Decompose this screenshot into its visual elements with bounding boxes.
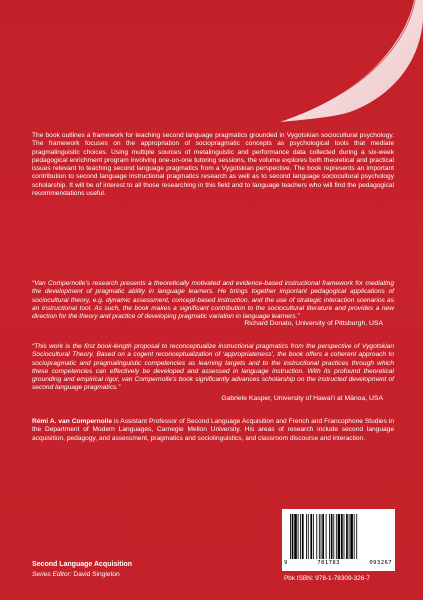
barcode-bar [319,514,320,559]
series-title: Second Language Acquisition [32,561,133,568]
series-editor [32,571,120,578]
endorsement-quote-2: “This work is the first book-length proposal to reconceptualize instructional pragmatics from the perspective of Vygotskian Sociocultural Theory. Based on a cogent reconceptualization of ‘appropriateness’, the book offers a coherent approach to sociopragmatic and pragmalinguistic competencies as learning targets and to the instructional practices through which these competencies can effectively be developed and assessed in language instruction. With its profound theoretical grounding and empirical rigor, van Compernolle’s book significantly advances scholarship on the instructed development of second language pragmatics.” [32,343,394,392]
barcode-bar [313,514,314,559]
barcode-bar [326,514,327,559]
barcode-bar [292,514,294,559]
barcode-bar [322,514,324,559]
barcode-bar [306,514,307,559]
barcode-bar [329,514,330,559]
barcode-digits [284,560,392,566]
book-description: The book outlines a framework for teaching second language pragmatics grounded in Vygotskian sociocultural psychology. The framework focuses on the appropriation of sociopragmatic concepts as psychological tools that mediate pragmalinguistic choices. Using multiple sources of metalinguistic and performance data collected during a six-week pedagogical enrichment program involving one-on-one tutoring sessions, the volume explores both theoretical and practical issues relevant to teaching second language pragmatics from a Vygotskian perspective. The book represents an important contribution to second language instructional pragmatics research as well as to second language sociocultural psychology scholarship. It will be of interest to all those researching in this field and to language teachers who will find the pedagogical recommendations useful. [32,132,394,198]
series-editor-label: Series Editor: [32,571,72,578]
barcode-bar [356,514,357,559]
barcode-bar [354,514,355,559]
barcode-bar [333,514,334,559]
endorsement-quote-1: “Van Compernolle’s research presents a theoretically motivated and evidence-based instructional framework for mediating the development of pragmatic ability in language learners. He brings together important pedagogical applications of sociocultural theory, e.g. dynamic assessment, concept-based instruction, and the use of strategic interaction scenarios as an instructional tool. As such, the book makes a significant contribution to the sociocultural literature and provides a new direction for the theory and practice of developing pragmatic variation in language learners.” [32,280,394,321]
barcode-bar [336,514,337,559]
series-editor-name: David Singleton [71,571,120,578]
endorsement-attribution-2: Gabriele Kasper, University of Hawai‘i at Mānoa, USA [221,395,383,402]
barcode-bar [321,514,322,559]
barcode-bar [302,514,304,559]
barcode-digits-right: 093267 [369,560,392,566]
barcode-bar [298,514,299,559]
barcode-bar [346,514,348,559]
barcode-digit-lead: 9 [284,560,288,566]
barcode-digits-left: 781783 [317,560,340,566]
author-bio-text: is Assistant Professor of Second Language Acquisition and French and Francophone Studies in the Department of Modern Languages, Carnegie Mellon University. His areas of research include second language acquisition, pedagogy, and assessment, pragmatics and sociolinguistics, and classroom discourse and interaction. [32,418,394,442]
barcode-bar [308,514,309,559]
barcode-bar [290,514,291,559]
barcode-bar [310,514,312,559]
barcode-bar [331,514,333,559]
barcode-bar [300,514,301,559]
barcode-bar [341,514,343,559]
barcode-bar [316,514,317,559]
endorsement-attribution-1: Richard Donato, University of Pittsburgh, USA [244,320,383,327]
barcode-bar [294,514,297,559]
barcode-bars [290,514,388,559]
barcode-bar [350,514,353,559]
barcode [282,509,395,571]
barcode-bar [344,514,345,559]
barcode-bar [349,514,350,559]
author-name: Rémi A. van Compernolle [32,418,112,425]
author-bio [32,418,394,443]
isbn: Pbk ISBN: 978-1-78309-326-7 [284,575,370,582]
barcode-bar [338,514,341,559]
